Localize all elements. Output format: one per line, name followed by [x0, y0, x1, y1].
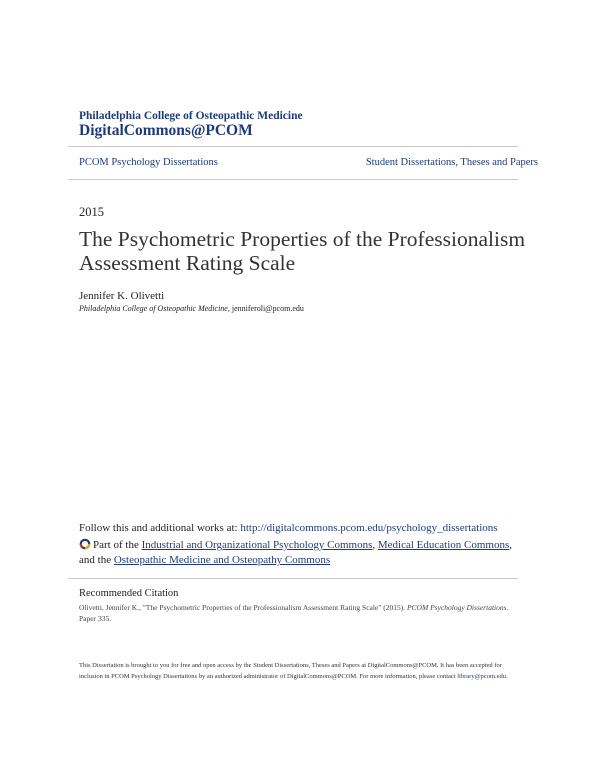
author-name: Jennifer K. Olivetti — [79, 290, 165, 302]
affiliation-name: Philadelphia College of Osteopathic Medicine — [79, 304, 228, 313]
divider-citation — [68, 578, 518, 579]
citation-heading: Recommended Citation — [79, 588, 179, 599]
affiliation-separator: , — [227, 304, 232, 313]
access-notice — [79, 660, 524, 682]
author-affiliation — [79, 304, 304, 313]
commons-link-osteopathic-medicine[interactable]: Osteopathic Medicine and Osteopathy Commons — [113, 554, 331, 566]
notice-end: . — [506, 673, 508, 680]
commons-separator-end: , — [509, 539, 512, 551]
network-commons-icon — [79, 538, 91, 550]
part-of-label: Part of the — [93, 539, 142, 551]
follow-line — [79, 522, 498, 534]
and-the-label: and the — [79, 554, 114, 566]
nav-link-student-dissertations[interactable]: Student Dissertations, Theses and Papers — [365, 157, 538, 168]
follow-label: Follow this and additional works at: — [79, 522, 241, 534]
author-email: jenniferoli@pcom.edu — [231, 304, 304, 313]
follow-url-link[interactable]: http://digitalcommons.pcom.edu/psychology_dissertations — [240, 522, 498, 534]
citation-series: PCOM Psychology Dissertations — [406, 603, 507, 612]
part-of-commons — [79, 538, 529, 568]
citation-paper: . Paper 335. — [79, 603, 509, 623]
publication-year: 2015 — [79, 205, 104, 219]
citation-main: Olivetti, Jennifer K., "The Psychometric Properties of the Professionalism Assessment Rating Scale" (2015). — [79, 603, 407, 612]
commons-link-industrial-organizational[interactable]: Industrial and Organizational Psychology Commons — [141, 539, 373, 551]
citation-text — [79, 602, 519, 624]
nav-link-pcom-psychology-dissertations[interactable]: PCOM Psychology Dissertations — [79, 157, 218, 168]
divider-nav — [68, 179, 518, 180]
commons-link-medical-education[interactable]: Medical Education Commons — [377, 539, 510, 551]
notice-text: This Dissertation is brought to you for free and open access by the Student Dissertations, Theses and Papers at DigitalCommons@PCOM. It has been accepted for inclusion in PCOM Psychology Dissertations by an authorized administrator of DigitalCommons@PCOM. For more information, please contact — [79, 662, 502, 680]
paper-title: The Psychometric Properties of the Professionalism Assessment Rating Scale — [79, 227, 526, 275]
site-name[interactable]: DigitalCommons@PCOM — [79, 122, 253, 139]
divider-top — [68, 146, 518, 147]
commons-separator: , — [372, 539, 378, 551]
institution-name: Philadelphia College of Osteopathic Medicine — [79, 110, 303, 122]
library-email-link[interactable]: library@pcom.edu — [457, 673, 507, 680]
